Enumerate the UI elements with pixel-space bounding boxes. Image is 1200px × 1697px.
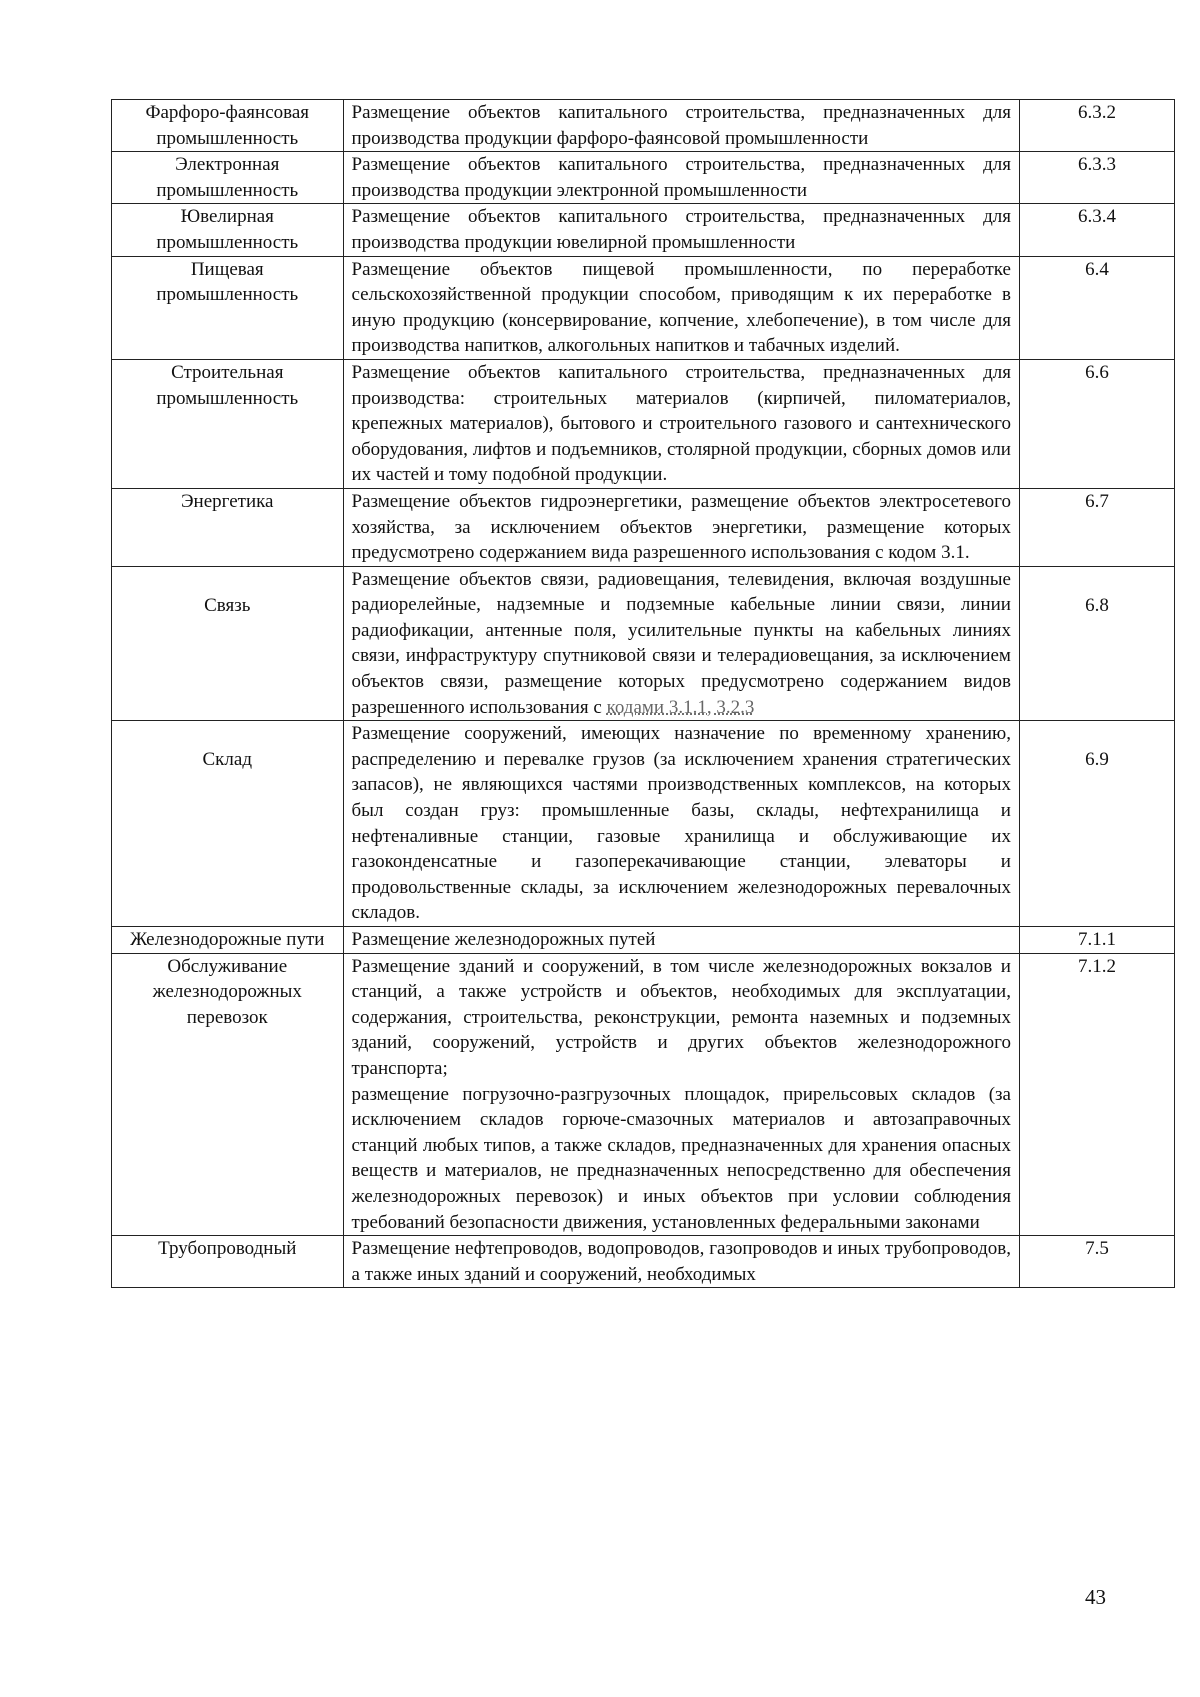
table-row bbox=[112, 1236, 1175, 1288]
type-name-cell: Энергетика bbox=[112, 488, 344, 566]
table-row bbox=[112, 256, 1175, 359]
type-code-cell: 6.9 bbox=[1019, 721, 1174, 927]
type-description-cell: Размещение объектов гидроэнергетики, размещение объектов электросетевого хозяйства, за исключением объектов энергетики, размещение которых предусмотрено содержанием вида разрешенного использования с кодом 3.1. bbox=[343, 488, 1019, 566]
table-row bbox=[112, 359, 1175, 488]
type-name-cell: Связь bbox=[112, 566, 344, 721]
type-name-cell: Строительная промышленность bbox=[112, 359, 344, 488]
type-code-cell: 6.6 bbox=[1019, 359, 1174, 488]
type-name-cell: Трубопроводный bbox=[112, 1236, 344, 1288]
type-code-cell: 6.8 bbox=[1019, 566, 1174, 721]
table-row bbox=[112, 953, 1175, 1236]
type-description-cell: Размещение объектов капитального строительства, предназначенных для производства продукции фарфоро-фаянсовой промышленности bbox=[343, 100, 1019, 152]
type-name-cell: Железнодорожные пути bbox=[112, 927, 344, 954]
table-row bbox=[112, 566, 1175, 721]
type-code-cell: 6.3.4 bbox=[1019, 204, 1174, 256]
type-description-cell: Размещение сооружений, имеющих назначение по временному хранению, распределению и перевалке грузов (за исключением хранения стратегических запасов), не являющихся частями производственных комплексов, на которых был создан груз: промышленные базы, склады, нефтехранилища и нефтеналивные станции, газовые хранилища и обслуживающие их газоконденсатные и газоперекачивающие станции, элеваторы и продовольственные склады, за исключением железнодорожных перевалочных складов. bbox=[343, 721, 1019, 927]
land-use-classifier-table bbox=[111, 99, 1175, 1288]
table-row bbox=[112, 100, 1175, 152]
type-code-cell: 7.5 bbox=[1019, 1236, 1174, 1288]
table-row bbox=[112, 721, 1175, 927]
description-paragraph: размещение погрузочно-разгрузочных площадок, прирельсовых складов (за исключением складов горюче-смазочных материалов и автозаправочных станций любых типов, а также складов, предназначенных для хранения опасных веществ и материалов, не предназначенных непосредственно для обеспечения железнодорожных перевозок) и иных объектов при условии соблюдения требований безопасности движения, установленных федеральными законами bbox=[351, 1083, 1011, 1233]
codes-link[interactable]: кодами 3.1.1, 3.2.3 bbox=[606, 696, 755, 718]
type-name-cell: Электронная промышленность bbox=[112, 152, 344, 204]
description-text: Размещение объектов связи, радиовещания, телевидения, включая воздушные радиорелейные, надземные и подземные кабельные линии связи, линии радиофикации, антенные поля, усилительные пункты на кабельных линиях связи, инфраструктуру спутниковой связи и телерадиовещания, за исключением объектов связи, размещение которых предусмотрено содержанием видов разрешенного использования с bbox=[351, 568, 1011, 718]
type-name-cell: Обслуживание железнодорожных перевозок bbox=[112, 953, 344, 1236]
description-paragraph: Размещение зданий и сооружений, в том числе железнодорожных вокзалов и станций, а также устройств и объектов, необходимых для эксплуатации, содержания, строительства, реконструкции, ремонта наземных и подземных зданий, сооружений, устройств и других объектов железнодорожного транспорта; bbox=[351, 955, 1011, 1079]
table-row bbox=[112, 204, 1175, 256]
type-code-cell: 6.3.2 bbox=[1019, 100, 1174, 152]
table-row bbox=[112, 488, 1175, 566]
type-name-cell: Склад bbox=[112, 721, 344, 927]
type-description-cell: Размещение объектов капитального строительства, предназначенных для производства продукции ювелирной промышленности bbox=[343, 204, 1019, 256]
type-code-cell: 6.7 bbox=[1019, 488, 1174, 566]
type-description-cell: Размещение объектов капитального строительства, предназначенных для производства: строительных материалов (кирпичей, пиломатериалов, крепежных материалов), бытового и строительного газового и сантехнического оборудования, лифтов и подъемников, столярной продукции, сборных домов или их частей и тому подобной продукции. bbox=[343, 359, 1019, 488]
type-name-cell: Фарфоро-фаянсовая промышленность bbox=[112, 100, 344, 152]
table-row bbox=[112, 152, 1175, 204]
table-row bbox=[112, 927, 1175, 954]
type-code-cell: 7.1.2 bbox=[1019, 953, 1174, 1236]
type-description-cell: Размещение объектов пищевой промышленности, по переработке сельскохозяйственной продукции способом, приводящим к их переработке в иную продукцию (консервирование, копчение, хлебопечение), в том числе для производства напитков, алкогольных напитков и табачных изделий. bbox=[343, 256, 1019, 359]
type-name-cell: Пищевая промышленность bbox=[112, 256, 344, 359]
type-code-cell: 6.4 bbox=[1019, 256, 1174, 359]
type-description-cell bbox=[343, 953, 1019, 1236]
type-name-cell: Ювелирная промышленность bbox=[112, 204, 344, 256]
type-description-cell: Размещение нефтепроводов, водопроводов, газопроводов и иных трубопроводов, а также иных зданий и сооружений, необходимых bbox=[343, 1236, 1019, 1288]
type-code-cell: 7.1.1 bbox=[1019, 927, 1174, 954]
type-code-cell: 6.3.3 bbox=[1019, 152, 1174, 204]
type-description-cell bbox=[343, 566, 1019, 721]
page-number: 43 bbox=[1085, 1585, 1106, 1609]
type-description-cell: Размещение железнодорожных путей bbox=[343, 927, 1019, 954]
type-description-cell: Размещение объектов капитального строительства, предназначенных для производства продукции электронной промышленности bbox=[343, 152, 1019, 204]
